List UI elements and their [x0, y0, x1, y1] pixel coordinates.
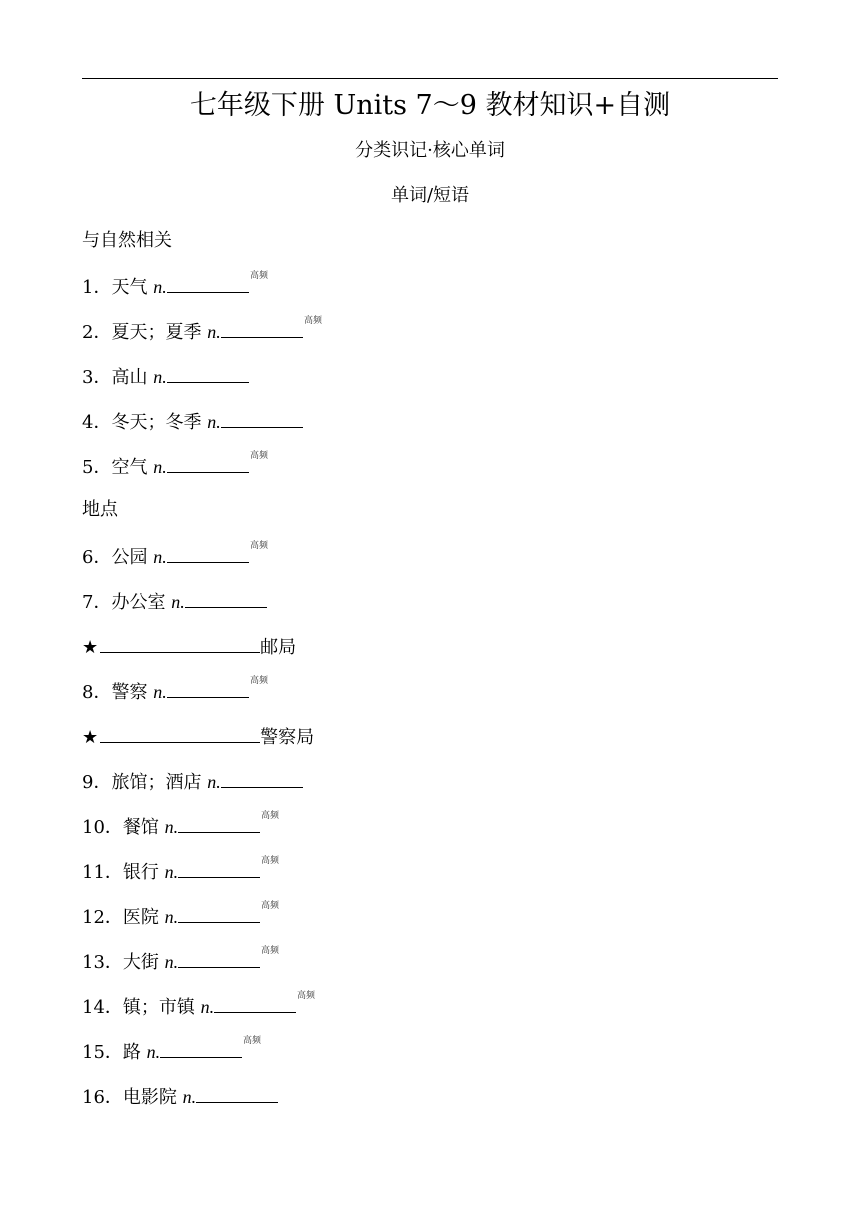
frequency-tag: 高频: [261, 946, 280, 956]
answer-blank[interactable]: [221, 409, 303, 428]
vocab-item: [82, 589, 267, 616]
page-title: 七年级下册 Units 7～9 教材知识+自测: [189, 90, 671, 121]
vocab-item: [82, 949, 260, 976]
part-of-speech: n.: [207, 772, 221, 792]
item-word: 大街: [122, 952, 159, 973]
vocab-item: [82, 904, 260, 931]
vocab-item: [82, 274, 249, 301]
vocab-item: [82, 544, 249, 571]
item-word: 银行: [122, 862, 159, 883]
part-of-speech: n.: [164, 817, 179, 837]
answer-blank[interactable]: [167, 364, 249, 383]
vocab-item: [82, 364, 249, 391]
part-of-speech: n.: [207, 412, 221, 432]
item-number: 9．: [82, 772, 112, 793]
item-word: 高山: [111, 367, 148, 388]
item-word: 公园: [111, 547, 148, 568]
item-word: 警察: [111, 682, 148, 703]
answer-blank[interactable]: [178, 814, 260, 833]
frequency-tag: 高频: [304, 316, 323, 326]
vocab-item: [82, 994, 296, 1021]
frequency-tag: 高频: [261, 901, 280, 911]
answer-blank[interactable]: [160, 1039, 242, 1058]
frequency-tag: 高频: [250, 676, 269, 686]
vocab-item: [82, 769, 303, 796]
item-word: 旅馆；酒店: [111, 772, 202, 793]
part-of-speech: n.: [153, 367, 167, 387]
item-number: 12．: [82, 907, 123, 928]
item-number: 16．: [82, 1087, 123, 1108]
phrase-meaning: 警察局: [260, 727, 315, 748]
item-number: 5．: [82, 457, 112, 478]
part-of-speech: n.: [207, 322, 221, 342]
item-number: 2．: [82, 322, 112, 343]
answer-blank[interactable]: [167, 544, 249, 563]
frequency-tag: 高频: [297, 991, 316, 1001]
page-subtitle: 分类识记·核心单词: [355, 140, 505, 161]
frequency-tag: 高频: [250, 451, 269, 461]
page-subheading: 单词/短语: [390, 185, 470, 206]
part-of-speech: n.: [164, 952, 179, 972]
star-icon: ★: [82, 637, 99, 658]
part-of-speech: n.: [200, 997, 215, 1017]
item-number: 3．: [82, 367, 112, 388]
answer-blank[interactable]: [221, 319, 303, 338]
item-word: 夏天；夏季: [111, 322, 202, 343]
answer-blank[interactable]: [214, 994, 296, 1013]
item-number: 7．: [82, 592, 112, 613]
frequency-tag: 高频: [261, 856, 280, 866]
vocab-item: [82, 454, 249, 481]
vocab-item: [82, 634, 296, 661]
answer-blank[interactable]: [178, 904, 260, 923]
part-of-speech: n.: [146, 1042, 161, 1062]
part-of-speech: n.: [182, 1087, 197, 1107]
part-of-speech: n.: [171, 592, 185, 612]
part-of-speech: n.: [153, 547, 167, 567]
item-number: 11．: [82, 862, 123, 883]
item-number: 6．: [82, 547, 112, 568]
item-word: 冬天；冬季: [111, 412, 202, 433]
item-word: 办公室: [111, 592, 166, 613]
answer-blank[interactable]: [221, 769, 303, 788]
frequency-tag: 高频: [250, 541, 269, 551]
item-word: 镇；市镇: [122, 997, 195, 1018]
answer-blank[interactable]: [100, 634, 260, 653]
item-word: 电影院: [122, 1087, 177, 1108]
item-word: 空气: [111, 457, 148, 478]
vocab-item: [82, 724, 314, 751]
frequency-tag: 高频: [261, 811, 280, 821]
item-number: 8．: [82, 682, 112, 703]
answer-blank[interactable]: [167, 679, 249, 698]
item-number: 15．: [82, 1042, 123, 1063]
part-of-speech: n.: [164, 862, 179, 882]
answer-blank[interactable]: [178, 949, 260, 968]
item-word: 餐馆: [122, 817, 159, 838]
frequency-tag: 高频: [250, 271, 269, 281]
vocab-item: [82, 319, 303, 346]
item-number: 13．: [82, 952, 123, 973]
answer-blank[interactable]: [185, 589, 267, 608]
item-number: 4．: [82, 412, 112, 433]
section-heading: 与自然相关: [82, 230, 172, 251]
frequency-tag: 高频: [243, 1036, 262, 1046]
answer-blank[interactable]: [167, 274, 249, 293]
item-number: 14．: [82, 997, 123, 1018]
answer-blank[interactable]: [100, 724, 260, 743]
part-of-speech: n.: [153, 682, 167, 702]
vocab-item: [82, 409, 303, 436]
section-heading: 地点: [82, 499, 118, 520]
part-of-speech: n.: [153, 277, 167, 297]
item-number: 1．: [82, 277, 112, 298]
phrase-meaning: 邮局: [260, 637, 297, 658]
vocab-item: [82, 1039, 242, 1066]
item-word: 医院: [122, 907, 159, 928]
header-rule: [82, 78, 778, 79]
part-of-speech: n.: [164, 907, 179, 927]
answer-blank[interactable]: [196, 1084, 278, 1103]
vocab-item: [82, 814, 260, 841]
answer-blank[interactable]: [167, 454, 249, 473]
item-number: 10．: [82, 817, 123, 838]
item-word: 路: [122, 1042, 141, 1063]
vocab-item: [82, 859, 260, 886]
vocab-item: [82, 1084, 278, 1111]
star-icon: ★: [82, 727, 99, 748]
item-word: 天气: [111, 277, 148, 298]
answer-blank[interactable]: [178, 859, 260, 878]
vocab-item: [82, 679, 249, 706]
part-of-speech: n.: [153, 457, 167, 477]
